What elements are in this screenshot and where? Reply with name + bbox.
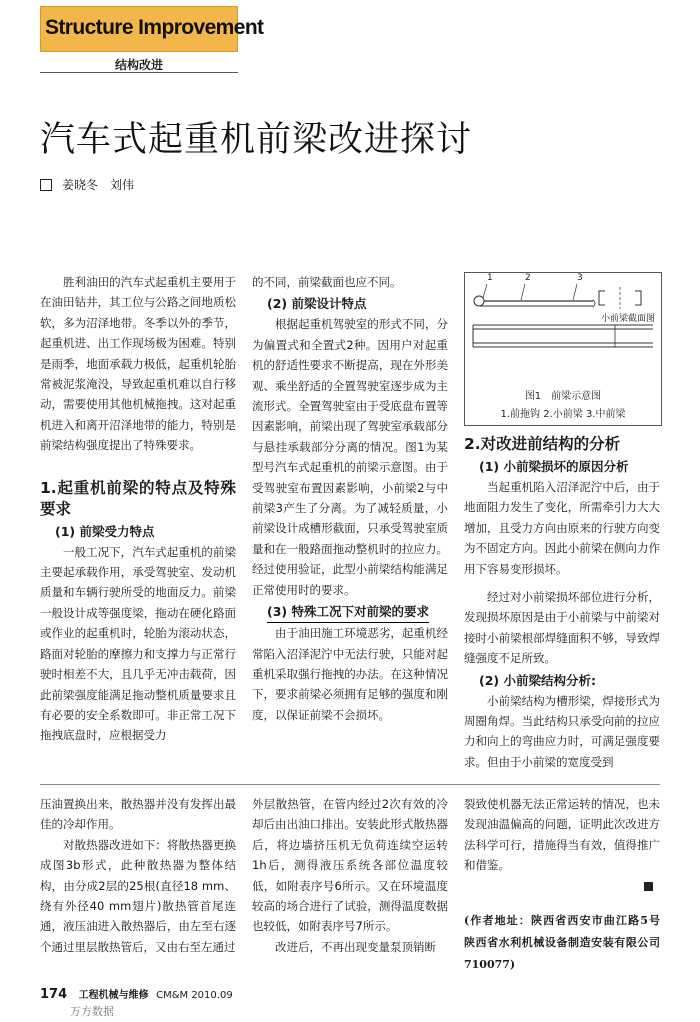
watermark: 万方数据 — [70, 1005, 114, 1018]
paragraph: 对散热器改进如下：将散热器更换成图3b形式，此种散热器为整体结构，由分成2层的25根(直径18 mm、绕有外径40 mm翅片)散热管首尾连通，液压油进入散热器后，由左至右逐个通过里层散热管后，又由右至左通过 — [40, 837, 236, 954]
article-divider — [40, 784, 660, 785]
figure-1 — [464, 272, 662, 426]
journal-issue: CM&M 2010.09 — [156, 990, 233, 1001]
paragraph: 经过对小前梁损坏部位进行分析，发现损坏原因是由于小前梁与中前梁对接时小前梁根部焊缝面积不够，导致焊缝强度不足所致。 — [464, 590, 660, 666]
figure-label-3: 3 — [577, 273, 583, 283]
paragraph: 裂致使机器无法正常运转的情况，也未发现油温偏高的问题，证明此次改进方法科学可行，措施得当有效，值得推广和借鉴。 — [464, 797, 660, 873]
page-number: 174 — [40, 987, 68, 1002]
article-authors: 姜晓冬 刘伟 — [62, 178, 135, 192]
subsection-heading: (3) 特殊工况下对前梁的要求 — [267, 602, 429, 623]
figure-caption: 图1 前梁示意图 — [524, 391, 602, 402]
paragraph: 根据起重机驾驶室的形式不同，分为偏置式和全置式2种。因用户对起重机的舒适性要求不断提高，现在外形美观、乘坐舒适的全置驾驶室逐步成为主流形式。全置驾驶室由于受底盘布置等因素影响，前梁出现了驾驶室承载部分与悬挂承载部分分离的情况。图1为某型号汽车式起重机的前梁示意图。由于受驾驶室布置因素影响，小前梁2与中前梁3产生了分离。为了减轻质量，小前梁设计成槽形截面，只承受驾驶室质量和在一般路面拖动整机时的拉应力。经过使用验证，此型小前梁结构能满足正常使用时的要求。 — [252, 317, 448, 597]
figure-label-2: 2 — [525, 273, 531, 283]
figure-legend: 1.前拖钩 2.小前梁 3.中前梁 — [500, 409, 626, 420]
figure-inset-caption: 小前梁截面图 — [600, 314, 655, 324]
subsection-heading: (2) 小前梁结构分析: — [479, 672, 596, 688]
subsection-heading: (1) 小前梁损坏的原因分析 — [479, 459, 629, 474]
author-box-icon — [40, 179, 52, 191]
end-mark-icon — [644, 882, 653, 891]
paragraph: 外层散热管，在管内经过2次有效的冷却后由出油口排出。安装此形式散热器后，将边墙挤压机无负荷连续空运转1h后，测得液压系统各部位温度较低，如附表序号6所示。又在环境温度较高的场合进行了试验，测得温度数据也较低，如附表序号7所示。 — [252, 797, 448, 934]
figure-label-1: 1 — [487, 273, 493, 283]
article-authors-row — [40, 176, 134, 193]
paragraph: 小前梁结构为槽形梁，焊接形式为周圈角焊。当此结构只承受向前的拉应力和向上的弯曲应力时，可满足强度要求。但由于小前梁的宽度受到 — [464, 693, 660, 769]
paragraph: 改进后，不再出现变量泵顶销断 — [275, 939, 436, 954]
section-heading: 2.对改进前结构的分析 — [464, 435, 621, 453]
upper-column-3 — [464, 434, 660, 772]
article-title: 汽车式起重机前梁改进探讨 — [40, 120, 473, 160]
section-badge-banner — [40, 6, 264, 52]
paragraph: 由于油田施工环境恶劣，起重机经常陷入沼泽泥泞中无法行驶，只能对起重机采取强行拖拽的办法。在这种情况下，要求前梁必须拥有足够的强度和刚度，以保证前梁不会损坏。 — [252, 626, 448, 722]
paragraph: 的不同，前梁截面也应不同。 — [252, 275, 402, 289]
paragraph: 压油置换出来，散热器并没有发挥出最佳的冷却作用。 — [40, 797, 236, 832]
lower-column-1 — [40, 794, 236, 957]
subsection-heading: (2) 前梁设计特点 — [267, 296, 367, 312]
page-footer — [40, 986, 233, 1002]
section-badge-underline — [40, 72, 238, 73]
paragraph: 当起重机陷入沼泽泥泞中后，由于地面阻力发生了变化，所需牵引力大大增加，且受力方向由原来的行驶方向变为不固定方向。因此小前梁在侧向力作用下容易变形损坏。 — [464, 480, 660, 576]
paragraph: 胜利油田的汽车式起重机主要用于在油田钻井，其工位与公路之间地质松软，多为沼泽地带。冬季以外的季节，起重机进、出工作现场极为困难。特别是雨季，地面承载力极低，起重机轮胎常被泥浆淹没，导致起重机难以自行移动，需要使用其他机械拖拽。这对起重机进入和离开沼泽地带的能力，特别是前梁结构强度提出了特殊要求。 — [40, 275, 236, 453]
lower-column-3 — [464, 794, 671, 976]
upper-column-1 — [40, 272, 236, 746]
section-heading: 1.起重机前梁的特点及特殊要求 — [40, 478, 236, 518]
lower-column-2 — [252, 794, 448, 957]
upper-column-2 — [252, 272, 448, 725]
paragraph: 一般工况下，汽车式起重机的前梁主要起承载作用，承受驾驶室、发动机质量和车辆行驶所受的地面反力。前梁一般设计成等强度梁，拖动在硬化路面或作业的起重机时，轮胎为滚动状态，路面对轮胎的摩擦力和支撑力与正常行驶时相差不大，且几乎无冲击载荷，因此前梁强度能满足拖动整机质量要求且有必要的安全系数即可。非正常工况下拖拽底盘时，应根据受力 — [40, 544, 236, 743]
section-badge — [40, 6, 264, 72]
section-badge-subtitle: 结构改进 — [114, 58, 163, 72]
journal-name: 工程机械与维修 — [78, 990, 149, 1001]
section-badge-title: Structure Improvement — [45, 16, 264, 39]
author-address: (作者地址：陕西省西安市曲江路5号 陕西省水利机械设备制造安装有限公司 710077) — [464, 914, 671, 972]
subsection-heading: (1) 前梁受力特点 — [55, 523, 155, 539]
